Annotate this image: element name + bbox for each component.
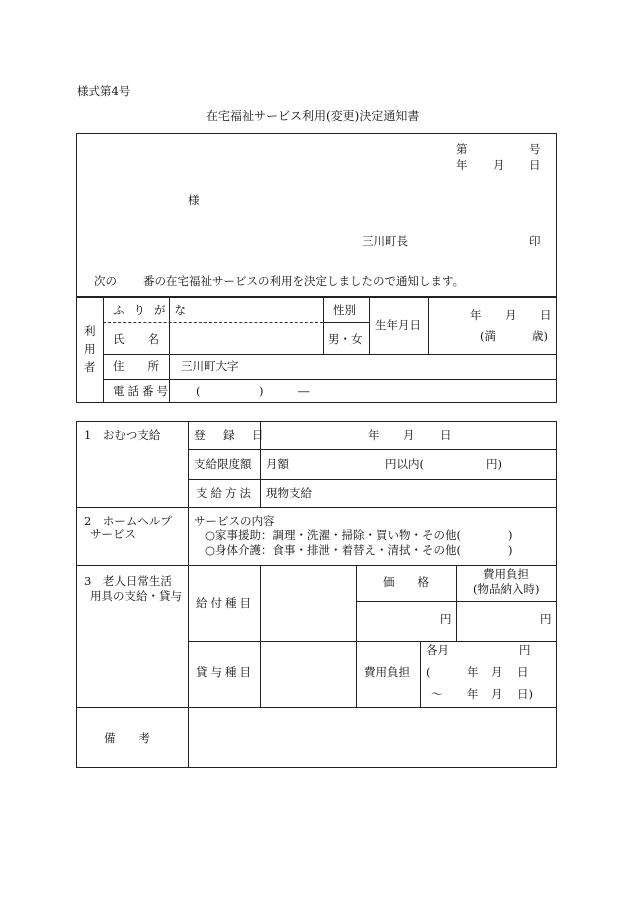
- notice-text: 番の在宅福祉サービスの利用を決定しましたので通知します。: [143, 274, 465, 288]
- cost-burden-label: 費用負担: [483, 567, 529, 581]
- birth-day-label: 日: [540, 308, 552, 322]
- service-content-label: サービスの内容: [194, 514, 275, 528]
- price-label: 価 格: [383, 575, 429, 589]
- lend-cost-burden-label: 費用負担: [364, 665, 410, 679]
- period-from-month: 月: [491, 665, 503, 679]
- phone-close: ): [259, 384, 264, 398]
- reg-year-label: 年: [368, 428, 380, 442]
- equipment-section-label-2: 用具の支給・貸与: [90, 589, 182, 603]
- period-to-close: 日): [517, 687, 533, 701]
- address-label: 住 所: [113, 359, 159, 373]
- personal-care-line: ○身体介護：食事・排泄・着替え・清拭・その他(: [205, 543, 462, 557]
- supply-item-label: 給付種目: [196, 596, 254, 610]
- phone-dash: ―: [298, 384, 310, 398]
- period-open: (: [426, 665, 431, 679]
- age-open: (満: [480, 329, 496, 343]
- issuer-name: 三川町長: [362, 234, 408, 248]
- issue-year-label: 年: [456, 158, 468, 172]
- lend-item-label: 貸与種目: [196, 665, 254, 679]
- reg-day-label: 日: [440, 428, 452, 442]
- housework-close: ): [508, 528, 513, 542]
- phone-label: 電話番号: [113, 384, 171, 398]
- housework-assist-line: ○家事援助：調理・洗濯・掃除・買い物・その他(: [205, 528, 462, 542]
- issue-day-label: 日: [529, 158, 541, 172]
- cost-burden-sublabel: (物品納入時): [473, 582, 540, 596]
- user-group-label-2: 用: [84, 342, 96, 356]
- limit-amount-label: 支給限度額: [194, 457, 252, 471]
- supply-method-label: 支給方法: [196, 486, 254, 500]
- monthly-each-label: 各月: [426, 643, 449, 657]
- period-to-month: 月: [491, 687, 503, 701]
- personal-close: ): [508, 543, 513, 557]
- age-close: 歳): [532, 329, 548, 343]
- supply-method-value: 現物支給: [266, 486, 312, 500]
- form-number: 様式第4号: [77, 84, 131, 98]
- notice-text-start: 次の: [94, 274, 117, 288]
- doc-number-prefix: 第: [456, 142, 468, 156]
- doc-number-suffix: 号: [529, 142, 541, 156]
- addressee-honorific: 様: [188, 193, 200, 207]
- phone-open: (: [196, 384, 201, 398]
- furigana-label: ふりがな: [113, 303, 195, 317]
- birth-month-label: 月: [505, 308, 517, 322]
- monthly-label: 月額: [266, 457, 289, 471]
- period-from-day: 日: [517, 665, 529, 679]
- user-group-label-3: 者: [84, 360, 96, 374]
- birthdate-label: 生年月日: [375, 318, 421, 332]
- birth-year-label: 年: [470, 308, 482, 322]
- burden-yen: 円: [540, 612, 552, 626]
- gender-label: 性別: [333, 303, 356, 317]
- gender-options: 男・女: [328, 332, 363, 346]
- limit-within: 円以内(: [385, 457, 424, 471]
- period-from-year: 年: [467, 665, 479, 679]
- document-title: 在宅福祉サービス利用(変更)決定通知書: [206, 109, 420, 123]
- homehelp-section-label-2: サービス: [90, 527, 136, 541]
- issue-month-label: 月: [493, 158, 505, 172]
- equipment-section-label: 3 老人日常生活: [84, 574, 172, 588]
- reg-month-label: 月: [403, 428, 415, 442]
- period-to-year: 年: [467, 687, 479, 701]
- limit-close: 円): [486, 457, 502, 471]
- diaper-section-label: 1 おむつ支給: [84, 428, 161, 442]
- price-yen: 円: [440, 612, 452, 626]
- user-group-label-1: 利: [84, 324, 96, 338]
- address-value: 三川町大字: [181, 359, 239, 373]
- seal-mark: 印: [529, 234, 541, 248]
- header-box: [76, 133, 557, 297]
- homehelp-section-label: 2 ホームヘルプ: [84, 514, 172, 528]
- name-label: 氏 名: [113, 332, 159, 346]
- registration-date-label: 登 録 日: [194, 428, 267, 442]
- remarks-label: 備 考: [104, 731, 150, 745]
- monthly-yen: 円: [519, 643, 531, 657]
- period-tilde: ～: [431, 687, 443, 701]
